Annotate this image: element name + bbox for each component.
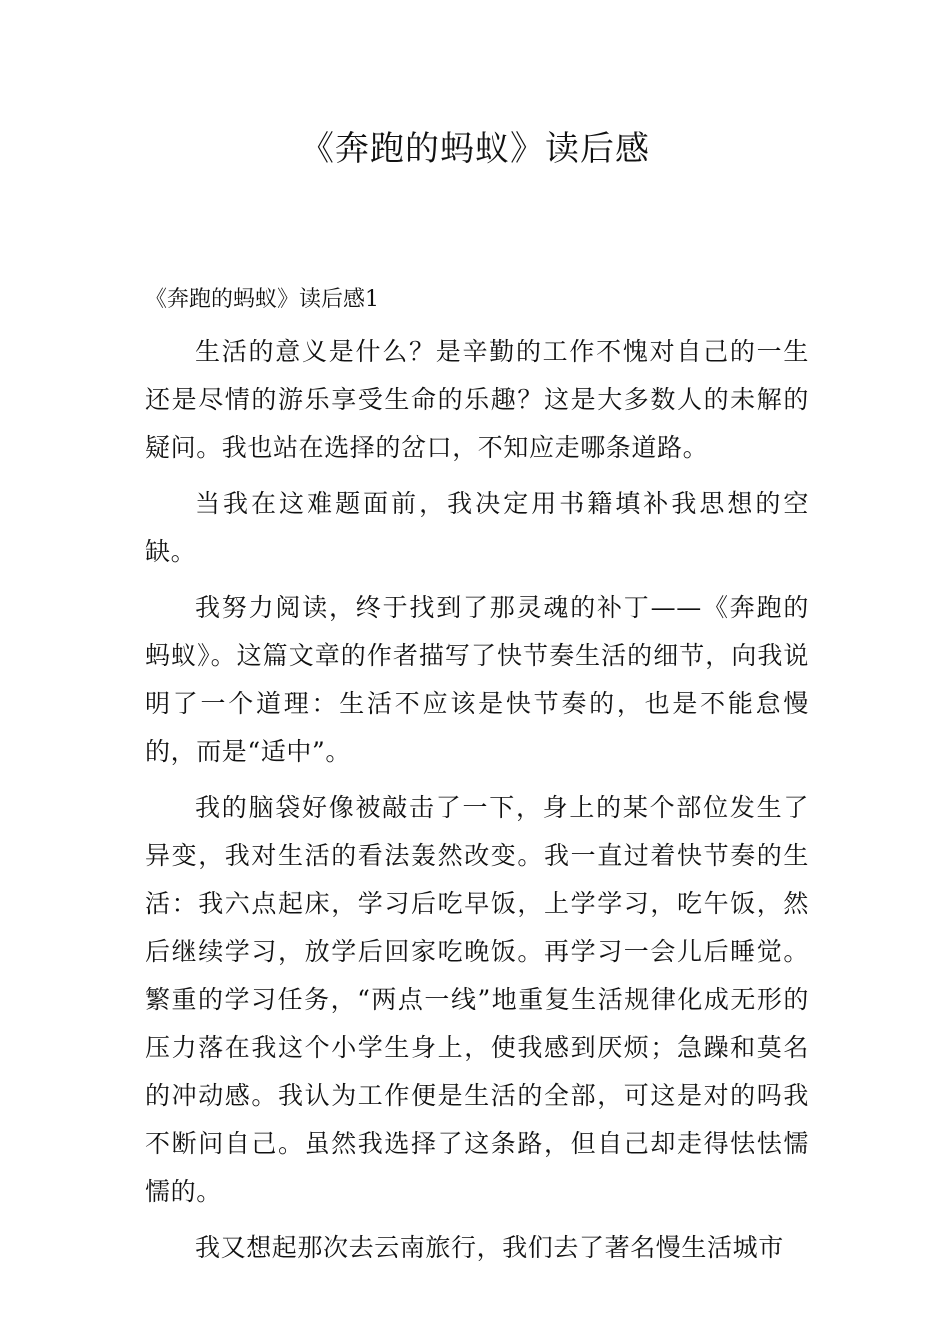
paragraph-1: 生活的意义是什么？是辛勤的工作不愧对自己的一生还是尽情的游乐享受生命的乐趣？这是大多数人的未解的疑问。我也站在选择的岔口，不知应走哪条道路。 (145, 337, 809, 462)
document-title: 《奔跑的蚂蚁》读后感 (300, 129, 650, 169)
paragraph-3: 我努力阅读，终于找到了那灵魂的补丁——《奔跑的蚂蚁》。这篇文章的作者描写了快节奏生活的细节，向我说明了一个道理：生活不应该是快节奏的，也是不能怠慢的，而是“适中”。 (145, 593, 809, 766)
paragraph-5: 我又想起那次去云南旅行，我们去了著名慢生活城市 (195, 1233, 784, 1262)
paragraph-4: 我的脑袋好像被敲击了一下，身上的某个部位发生了异变，我对生活的看法轰然改变。我一直过着快节奏的生活：我六点起床，学习后吃早饭，上学学习，吃午饭，然后继续学习，放学后回家吃晚饭。再学习一会儿后睡觉。繁重的学习任务，“两点一线”地重复生活规律化成无形的压力落在我这个小学生身上，使我感到厌烦；急躁和莫名的冲动感。我认为工作便是生活的全部，可这是对的吗我不断问自己。虽然我选择了这条路，但自己却走得怯怯懦懦的。 (145, 793, 809, 1206)
document-body (145, 280, 809, 1280)
section-heading: 《奔跑的蚂蚁》读后感1 (145, 287, 379, 312)
paragraph-2: 当我在这难题面前，我决定用书籍填补我思想的空缺。 (145, 489, 809, 566)
